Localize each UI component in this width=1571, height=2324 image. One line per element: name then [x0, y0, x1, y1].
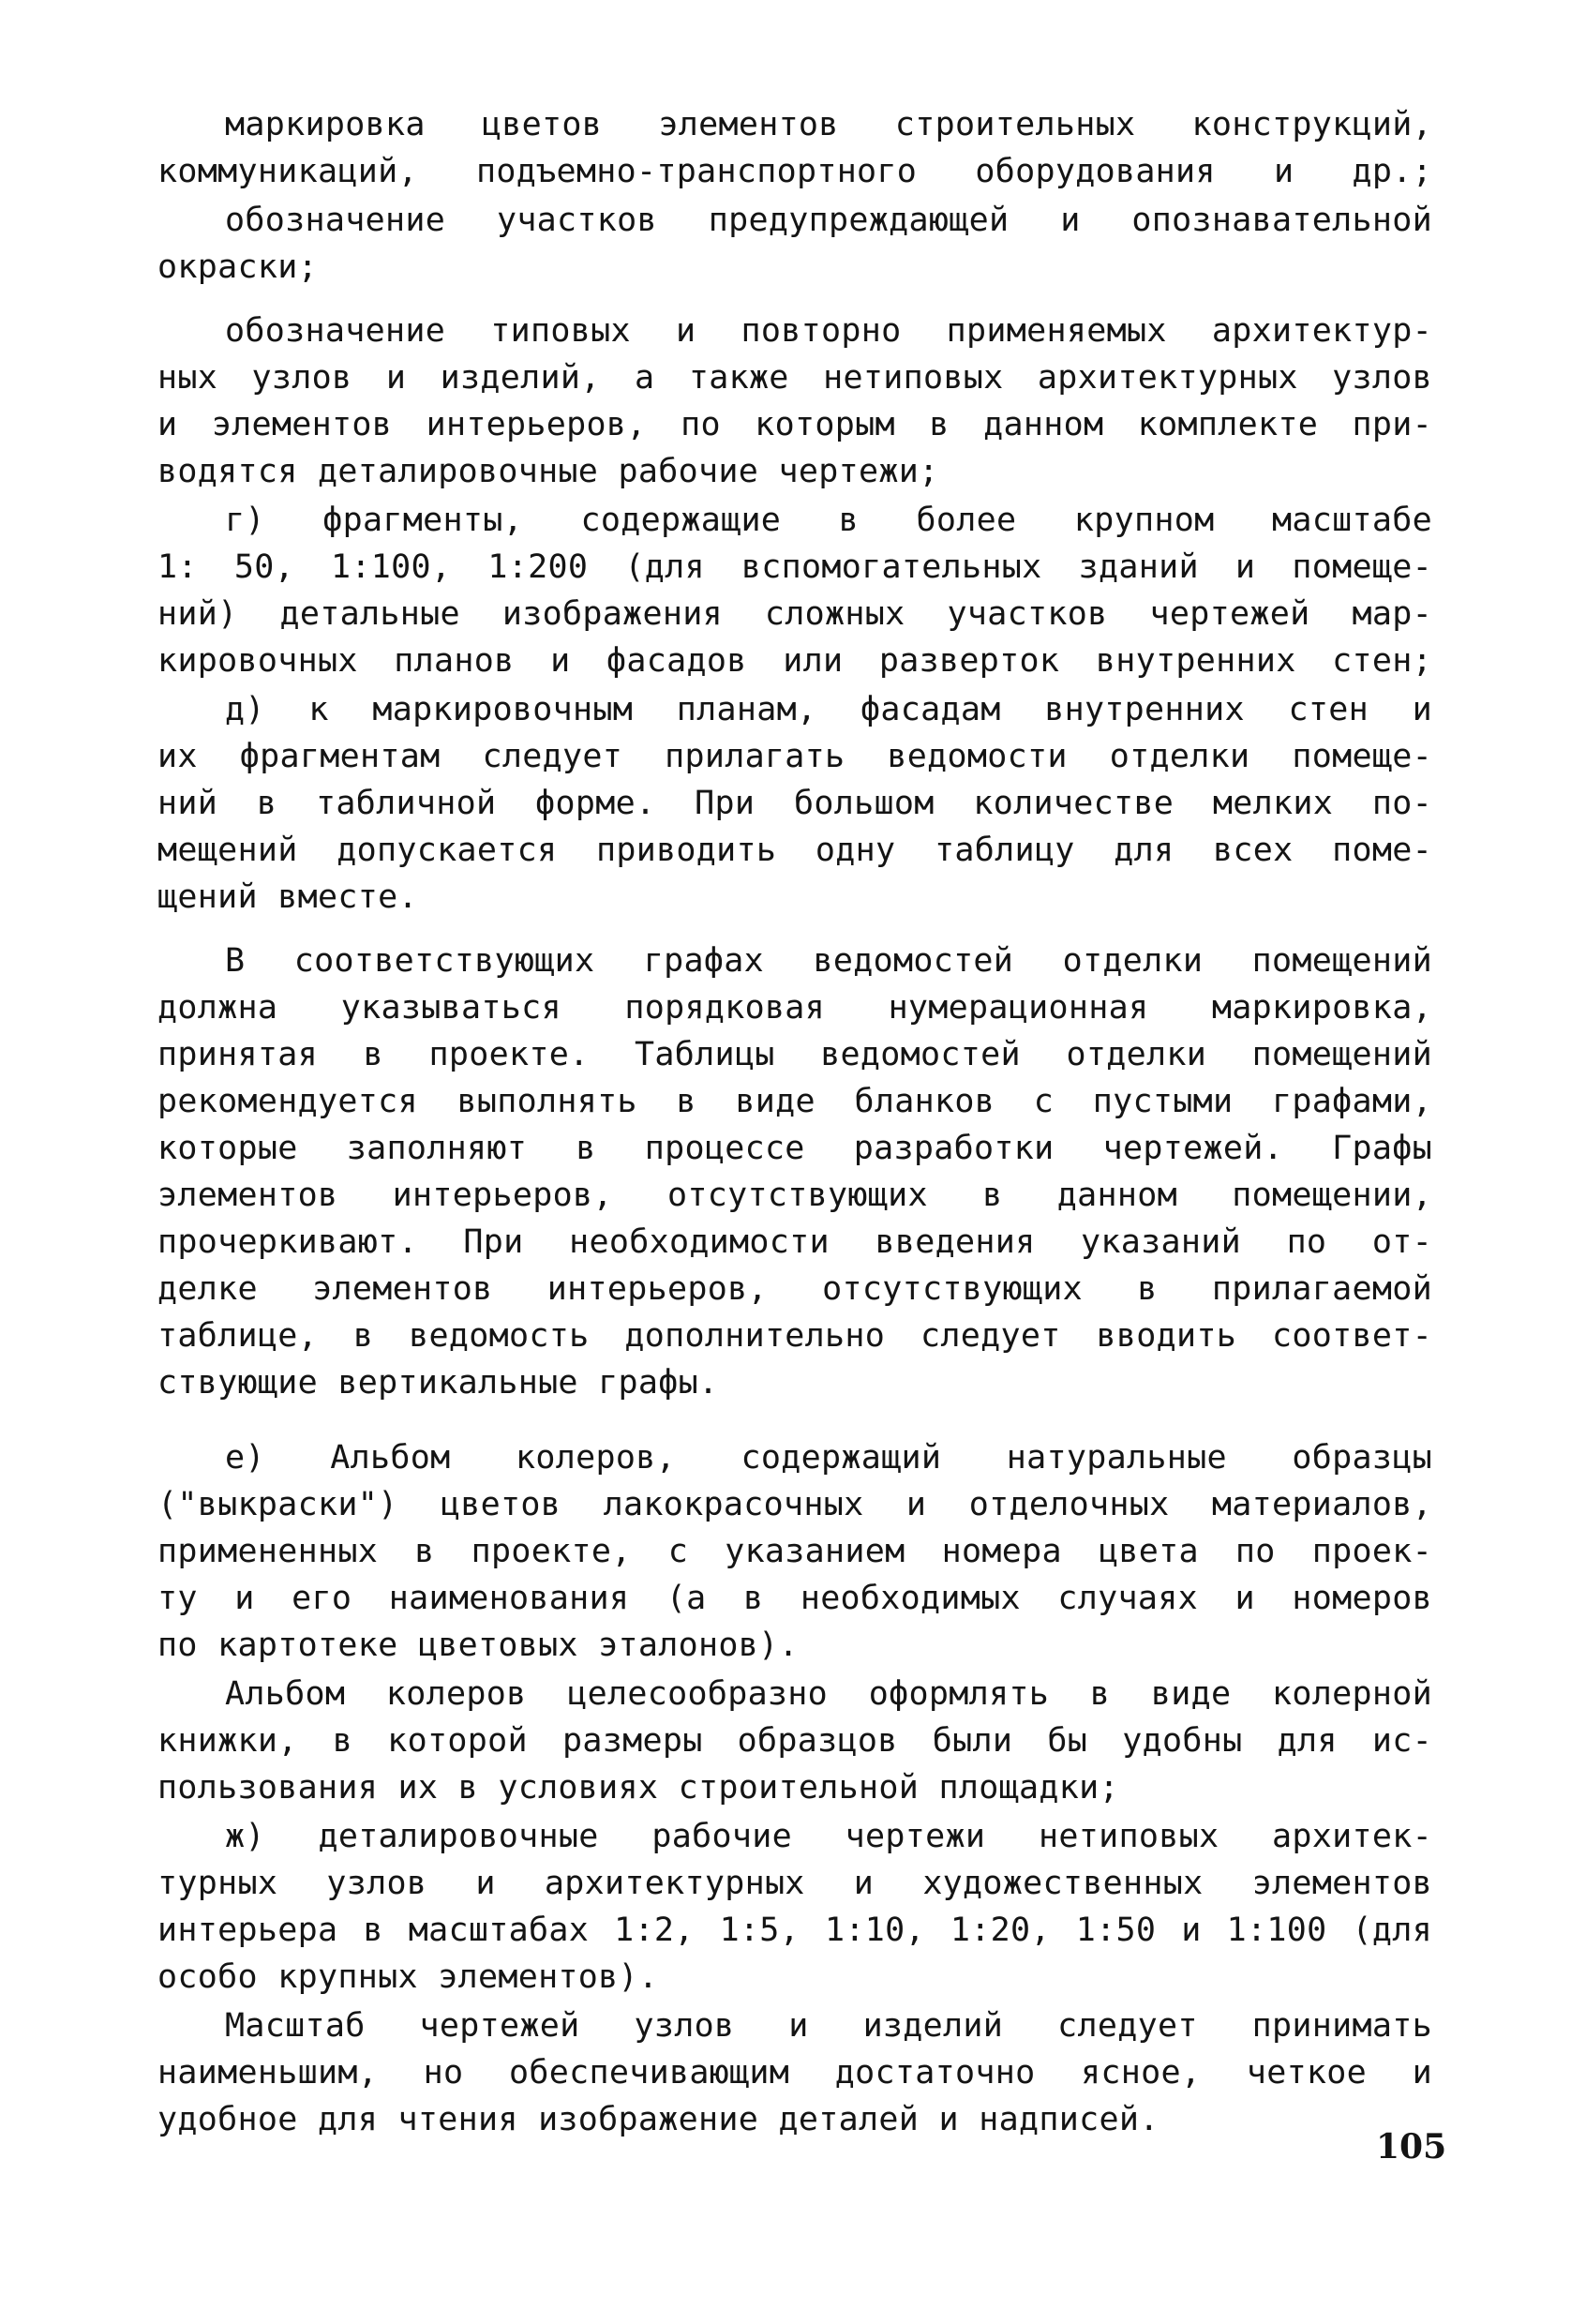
- text-line: которые заполняют в процессе разработки чертежей. Графы: [157, 1130, 1432, 1167]
- text-line: прочеркивают. При необходимости введения указаний по от-: [157, 1223, 1432, 1261]
- text-line: наименьшим, но обеспечивающим достаточно ясное, четкое и: [157, 2054, 1432, 2092]
- text-line: особо крупных элементов).: [157, 1958, 659, 1996]
- text-line: удобное для чтения изображение деталей и надписей.: [157, 2101, 1160, 2138]
- text-line: турных узлов и архитектурных и художественных элементов: [157, 1865, 1432, 1902]
- text-line: Масштаб чертежей узлов и изделий следует принимать: [225, 2007, 1432, 2045]
- text-line: обозначение участков предупреждающей и опознавательной: [225, 202, 1432, 239]
- text-line: ний) детальные изображения сложных участков чертежей мар-: [157, 595, 1432, 633]
- text-line: е) Альбом колеров, содержащий натуральные образцы: [225, 1439, 1432, 1477]
- text-line: ных узлов и изделий, а также нетиповых архитектурных узлов: [157, 359, 1432, 397]
- text-line: мещений допускается приводить одну таблицу для всех поме-: [157, 832, 1432, 869]
- page-number: 105: [1376, 2127, 1447, 2167]
- text-line: элементов интерьеров, отсутствующих в данном помещении,: [157, 1177, 1432, 1214]
- text-line: ствующие вертикальные графы.: [157, 1364, 719, 1402]
- text-line: маркировка цветов элементов строительных конструкций,: [225, 106, 1432, 143]
- text-line: щений вместе.: [157, 878, 418, 916]
- text-line: должна указываться порядковая нумерационная маркировка,: [157, 989, 1432, 1027]
- text-line: книжки, в которой размеры образцов были бы удобны для ис-: [157, 1722, 1432, 1760]
- text-line: обозначение типовых и повторно применяемых архитектур-: [225, 312, 1432, 350]
- text-line: окраски;: [157, 248, 318, 286]
- text-line: рекомендуется выполнять в виде бланков с пустыми графами,: [157, 1083, 1432, 1120]
- text-line: 1: 50, 1:100, 1:200 (для вспомогательных зданий и помеще-: [157, 548, 1432, 586]
- text-line: ний в табличной форме. При большом количестве мелких по-: [157, 785, 1432, 822]
- text-line: интерьера в масштабах 1:2, 1:5, 1:10, 1:20, 1:50 и 1:100 (для: [157, 1912, 1432, 1949]
- text-line: д) к маркировочным планам, фасадам внутренних стен и: [225, 691, 1432, 728]
- text-line: коммуникаций, подъемно-транспортного оборудования и др.;: [157, 153, 1432, 190]
- text-line: таблице, в ведомость дополнительно следует вводить соответ-: [157, 1317, 1432, 1355]
- text-line: водятся деталировочные рабочие чертежи;: [157, 453, 939, 490]
- text-line: примененных в проекте, с указанием номера цвета по проек-: [157, 1533, 1432, 1570]
- text-line: ж) деталировочные рабочие чертежи нетиповых архитек-: [225, 1818, 1432, 1855]
- text-line: делке элементов интерьеров, отсутствующих в прилагаемой: [157, 1270, 1432, 1308]
- text-line: их фрагментам следует прилагать ведомости отделки помеще-: [157, 738, 1432, 775]
- text-line: кировочных планов и фасадов или разверток внутренних стен;: [157, 642, 1432, 680]
- text-line: ту и его наименования (а в необходимых случаях и номеров: [157, 1580, 1432, 1617]
- text-line: и элементов интерьеров, по которым в данном комплекте при-: [157, 406, 1432, 443]
- text-line: г) фрагменты, содержащие в более крупном масштабе: [225, 502, 1432, 539]
- text-line: Альбом колеров целесообразно оформлять в виде колерной: [225, 1675, 1432, 1713]
- text-line: ("выкраски") цветов лакокрасочных и отделочных материалов,: [157, 1486, 1432, 1523]
- body-text: [157, 101, 1432, 2143]
- text-line: по картотеке цветовых эталонов).: [157, 1627, 799, 1664]
- text-line: В соответствующих графах ведомостей отделки помещений: [225, 942, 1432, 980]
- text-line: принятая в проекте. Таблицы ведомостей отделки помещений: [157, 1036, 1432, 1073]
- text-line: пользования их в условиях строительной площадки;: [157, 1769, 1119, 1807]
